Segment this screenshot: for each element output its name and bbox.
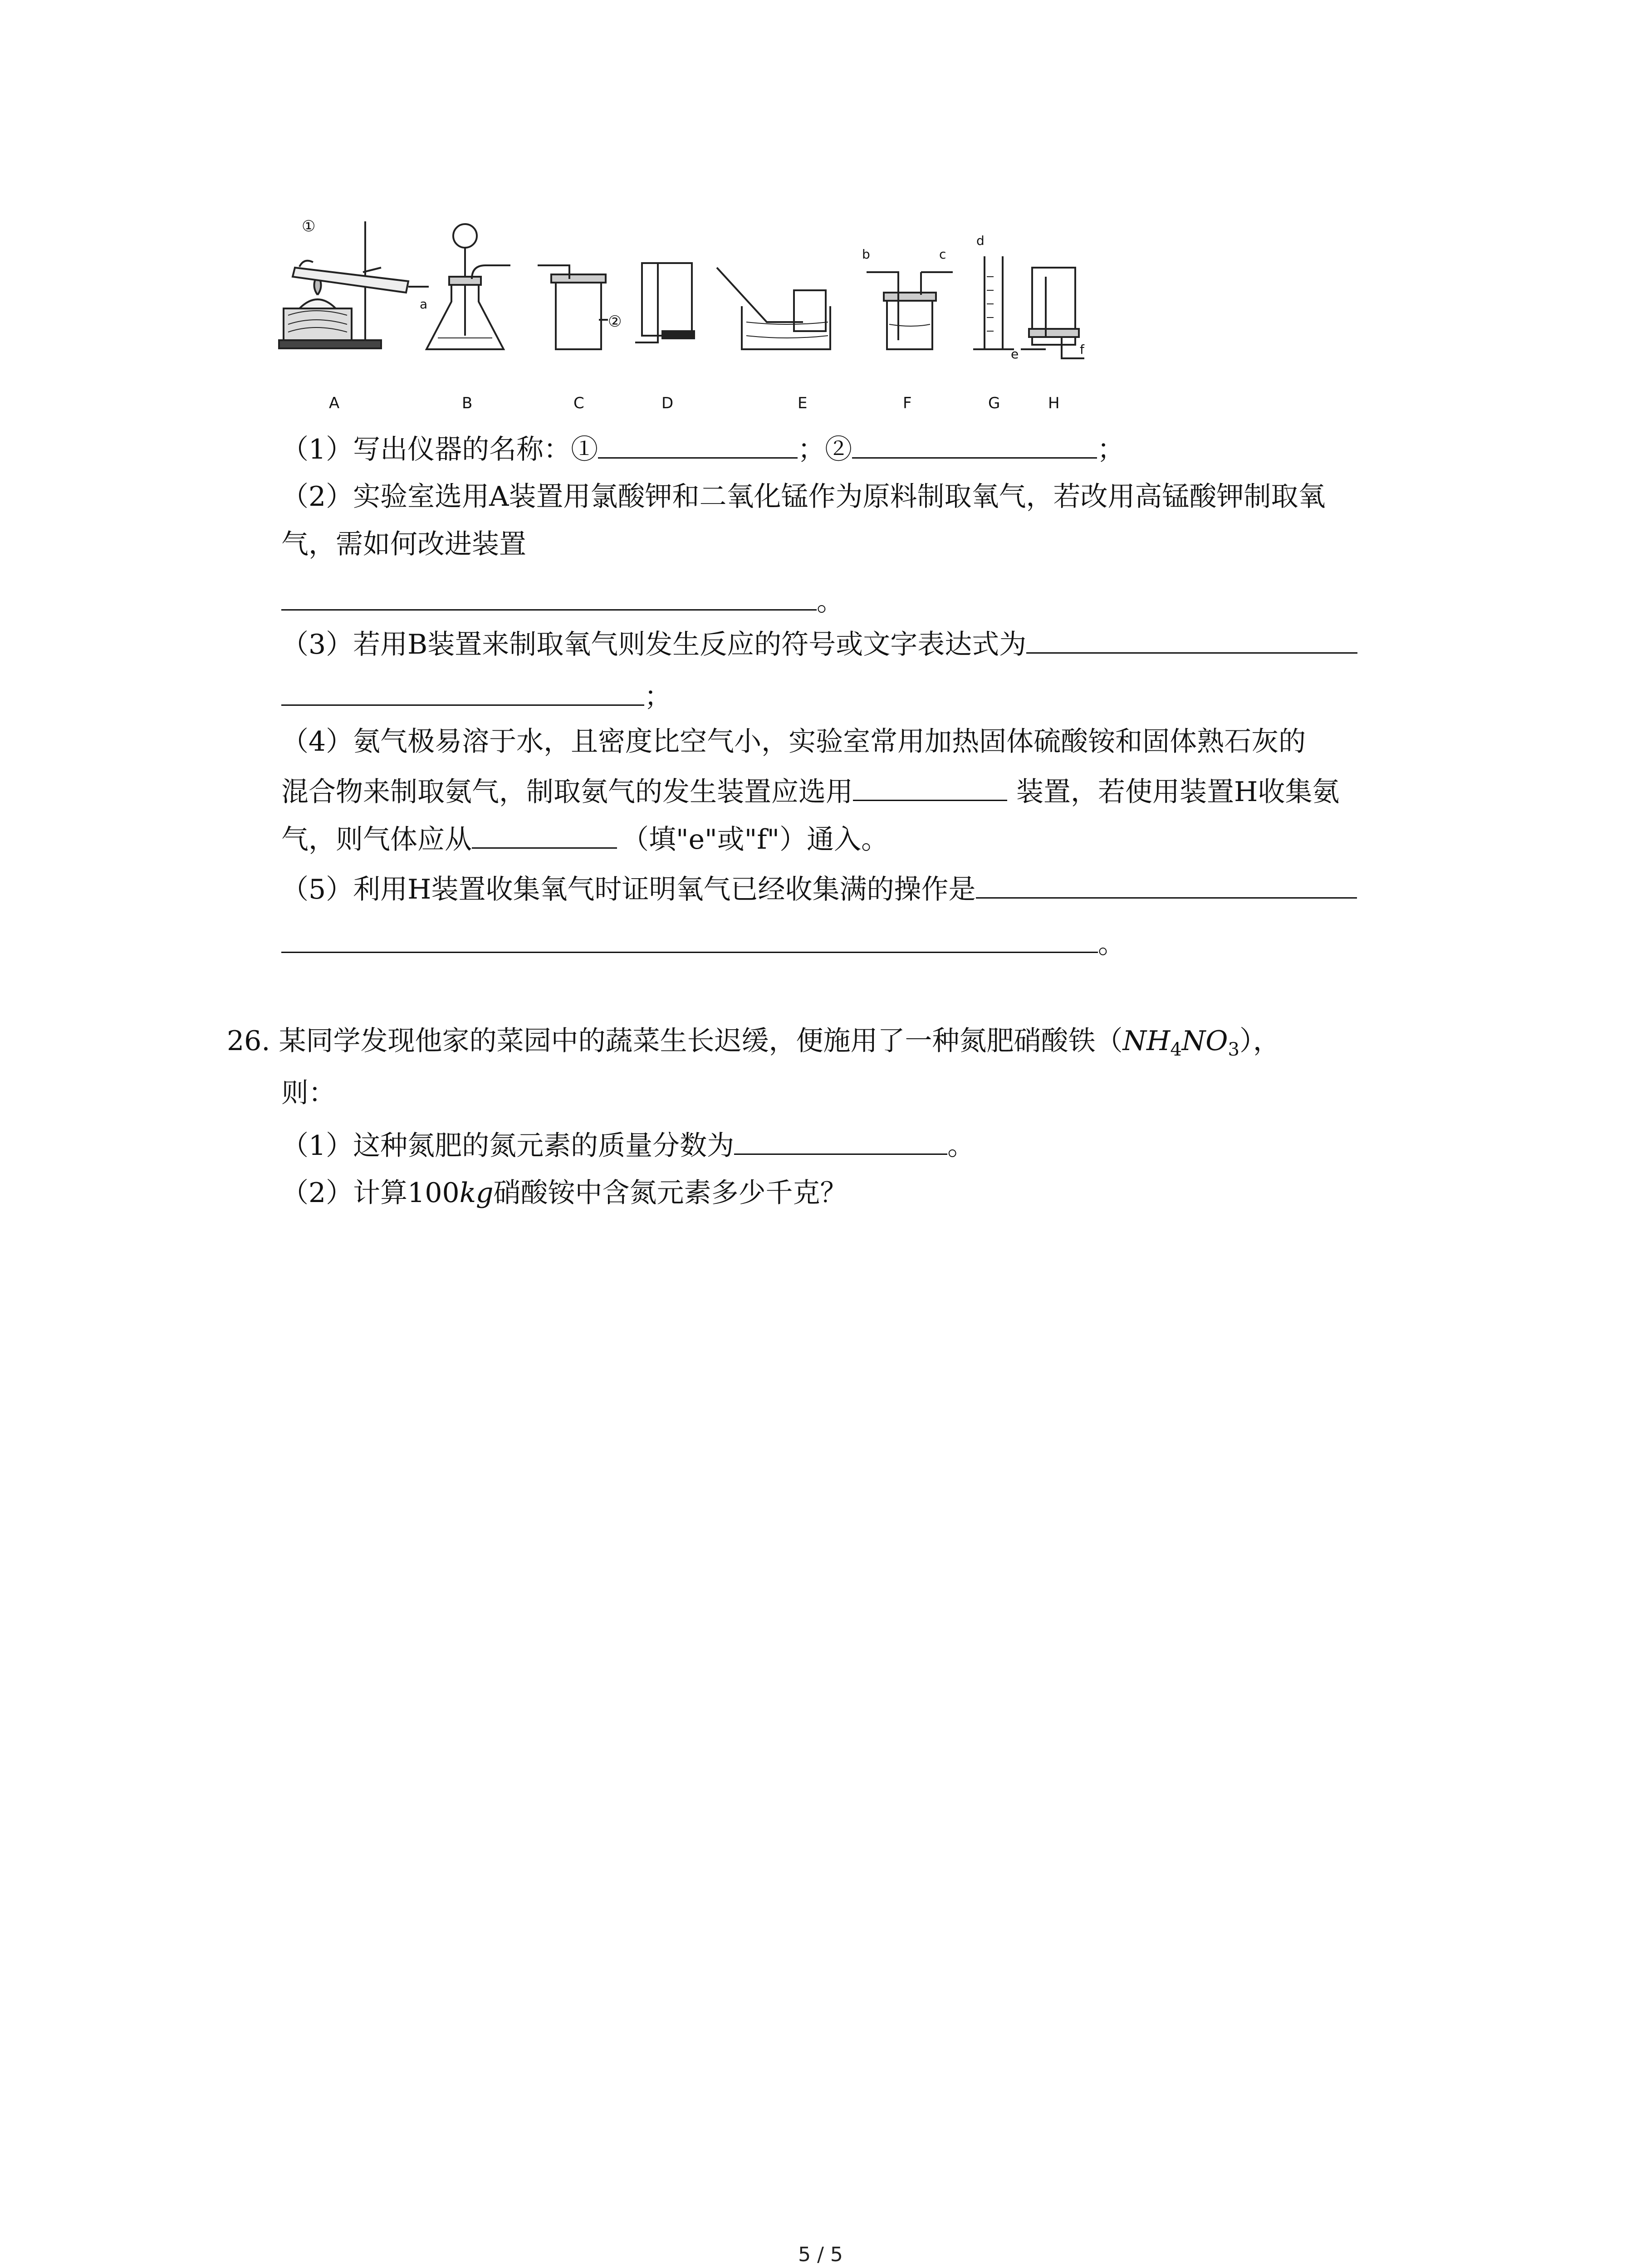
tube-label-b: b — [862, 247, 870, 262]
q25-part1-end: ； — [1097, 434, 1125, 465]
tube-label-a: a — [420, 297, 428, 312]
answer-blank[interactable] — [853, 773, 1007, 801]
formula-nh: NH — [1122, 1025, 1171, 1057]
apparatus-a — [279, 221, 429, 348]
q26-part2 — [281, 1175, 847, 1211]
tube-label-f: f — [1080, 342, 1084, 357]
page-number: 5 / 5 — [798, 2243, 843, 2266]
q26-stem: 某同学发现他家的菜园中的蔬菜生长迟缓，便施用了一种氮肥硝酸铁（ — [279, 1025, 1123, 1057]
q26-line1 — [227, 1023, 1280, 1068]
apparatus-label: G — [988, 394, 1000, 412]
marker-2: ② — [608, 313, 622, 331]
q25-part1-text: （1）写出仪器的名称：① — [281, 434, 598, 465]
q26-line2: 则： — [281, 1077, 336, 1109]
answer-blank[interactable] — [472, 821, 617, 849]
q25-part5-end: 。 — [1098, 928, 1125, 960]
formula-sub3: 3 — [1228, 1039, 1239, 1060]
apparatus-d — [635, 263, 694, 342]
q25-part3-text: （3）若用B装置来制取氧气则发生反应的符号或文字表达式为 — [281, 629, 1027, 660]
answer-blank[interactable] — [598, 431, 798, 459]
apparatus-label: F — [903, 394, 912, 412]
q25-part2-answer — [281, 583, 844, 620]
q25-part2-line2: 气，需如何改进装置 — [281, 528, 526, 560]
apparatus-label: E — [798, 394, 808, 412]
q25-part2-line1: （2）实验室选用A装置用氯酸钾和二氧化锰作为原料制取氧气，若改用高锰酸钾制取氧 — [281, 481, 1326, 513]
apparatus-label: C — [573, 394, 584, 412]
q25-part2-end: 。 — [817, 586, 844, 617]
q25-part1 — [281, 431, 1124, 468]
q25-part5-text: （5）利用H装置收集氧气时证明氧气已经收集满的操作是 — [281, 874, 976, 905]
q25-part4-line3 — [281, 821, 888, 858]
apparatus-label: D — [661, 394, 674, 412]
q25-part1-sep: ；② — [798, 434, 852, 465]
q25-part4-line2a: 混合物来制取氨气，制取氨气的发生装置应选用 — [281, 776, 853, 808]
answer-blank[interactable] — [281, 925, 1098, 953]
apparatus-label: B — [462, 394, 473, 412]
q25-part5 — [281, 871, 1357, 908]
q25-part4-line3b: （填"e"或"f"）通入。 — [622, 824, 889, 855]
formula-sub4: 4 — [1170, 1039, 1182, 1060]
q25-part3-end: ； — [644, 681, 671, 713]
unit-kg: kg — [459, 1177, 494, 1209]
q25-part3-answer — [281, 678, 671, 715]
q26-stem-end: ）， — [1239, 1025, 1280, 1057]
apparatus-diagram — [272, 213, 1098, 431]
apparatus-c — [538, 265, 608, 349]
question-number: 26. — [227, 1025, 270, 1057]
q25-part4-line2 — [281, 773, 1339, 810]
answer-blank[interactable] — [281, 583, 817, 611]
tube-label-c: c — [939, 247, 946, 262]
marker-1: ① — [302, 217, 316, 235]
q26-part1-text: （1）这种氮肥的氮元素的质量分数为 — [281, 1130, 735, 1162]
q26-part2-b: 硝酸铵中含氮元素多少千克？ — [493, 1177, 847, 1209]
tube-label-d: d — [976, 233, 985, 248]
q25-part4-line3a: 气，则气体应从 — [281, 824, 472, 855]
apparatus-figure — [272, 213, 1098, 431]
q25-part4-line1: （4）氨气极易溶于水，且密度比空气小，实验室常用加热固体硫酸铵和固体熟石灰的 — [281, 726, 1306, 758]
apparatus-g — [973, 256, 1014, 349]
q26-part1-end: 。 — [947, 1130, 975, 1162]
apparatus-h — [1021, 268, 1084, 358]
answer-blank[interactable] — [852, 431, 1097, 459]
apparatus-label: A — [329, 394, 340, 412]
apparatus-e — [717, 268, 830, 349]
answer-blank[interactable] — [1026, 626, 1357, 654]
q25-part4-line2b: 装置，若使用装置H收集氨 — [1016, 776, 1340, 808]
answer-blank[interactable] — [281, 678, 644, 706]
answer-blank[interactable] — [734, 1127, 947, 1155]
formula-no: NO — [1181, 1025, 1228, 1057]
q26-part2-a: （2）计算100 — [281, 1177, 460, 1209]
apparatus-f — [867, 272, 953, 349]
apparatus-b — [426, 224, 510, 349]
answer-blank[interactable] — [976, 871, 1357, 899]
q25-part3 — [281, 626, 1357, 663]
tube-label-e: e — [1011, 347, 1019, 362]
q25-part5-answer — [281, 925, 1125, 962]
q26-part1 — [281, 1127, 975, 1164]
apparatus-label: H — [1048, 394, 1060, 412]
